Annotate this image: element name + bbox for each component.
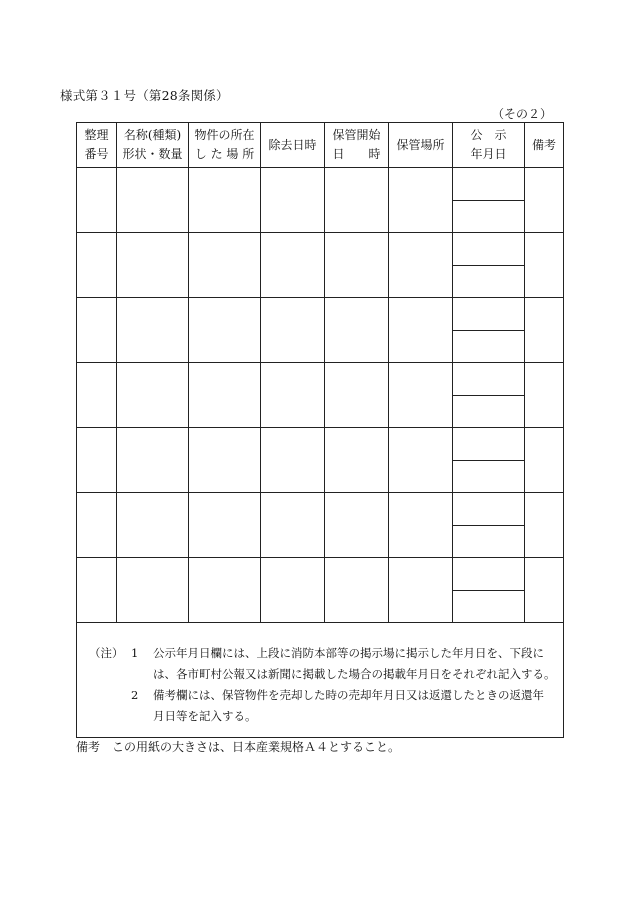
- entry-cell[interactable]: [117, 298, 189, 363]
- entry-cell[interactable]: [325, 558, 389, 623]
- form-title: 様式第３１号（第28条関係）: [60, 88, 229, 103]
- entry-cell[interactable]: [325, 363, 389, 428]
- note-text: 公示年月日欄には、上段に消防本部等の掲示場に掲示した年月日を、下段に: [153, 646, 544, 660]
- entry-cell[interactable]: [261, 493, 325, 558]
- table-row: [77, 233, 564, 266]
- entry-cell[interactable]: [117, 233, 189, 298]
- note-text-continued: 月日等を記入する。: [153, 709, 257, 723]
- entry-cell[interactable]: [525, 363, 564, 428]
- notes: [77, 623, 563, 727]
- entry-cell[interactable]: [189, 558, 261, 623]
- header-removal-datetime: 除去日時: [261, 123, 325, 168]
- table-row: [77, 363, 564, 396]
- header-location: 物件の所在 し た 場 所: [189, 123, 261, 168]
- table-row: [77, 168, 564, 201]
- entry-cell[interactable]: [77, 363, 117, 428]
- paper-size-remark: 備考 この用紙の大きさは、日本産業規格Ａ４とすること。: [76, 740, 401, 754]
- note-number: 1: [131, 646, 139, 660]
- entry-cell[interactable]: [77, 298, 117, 363]
- header-name-shape: 名称(種類) 形状・数量: [117, 123, 189, 168]
- entry-cell[interactable]: [189, 168, 261, 233]
- entry-cell[interactable]: [389, 493, 453, 558]
- entry-cell[interactable]: [77, 168, 117, 233]
- entry-cell[interactable]: [389, 298, 453, 363]
- entry-cell[interactable]: [261, 298, 325, 363]
- entry-cell[interactable]: [189, 363, 261, 428]
- notice-date-lower-cell[interactable]: [453, 265, 525, 298]
- entry-cell[interactable]: [117, 168, 189, 233]
- note-text-continued: は、各市町村公報又は新聞に掲載した場合の掲載年月日をそれぞれ記入する。: [153, 667, 556, 681]
- note-item-1: [89, 643, 557, 664]
- entry-cell[interactable]: [525, 558, 564, 623]
- entry-cell[interactable]: [325, 168, 389, 233]
- table-row: [77, 298, 564, 331]
- entry-cell[interactable]: [261, 168, 325, 233]
- entry-cell[interactable]: [261, 233, 325, 298]
- entry-cell[interactable]: [525, 233, 564, 298]
- notice-date-upper-cell[interactable]: [453, 168, 525, 201]
- notice-date-lower-cell[interactable]: [453, 525, 525, 558]
- notice-date-lower-cell[interactable]: [453, 330, 525, 363]
- entry-cell[interactable]: [117, 363, 189, 428]
- note-number: 2: [131, 688, 139, 702]
- entry-cell[interactable]: [77, 233, 117, 298]
- header-public-notice-date: 公 示 年月日: [453, 123, 525, 168]
- entry-cell[interactable]: [189, 233, 261, 298]
- notice-date-lower-cell[interactable]: [453, 395, 525, 428]
- part-label: （その２）: [491, 107, 552, 121]
- entry-cell[interactable]: [525, 493, 564, 558]
- entry-cell[interactable]: [77, 558, 117, 623]
- entry-cell[interactable]: [261, 558, 325, 623]
- notice-date-upper-cell[interactable]: [453, 428, 525, 461]
- entry-cell[interactable]: [325, 298, 389, 363]
- header-storage-place: 保管場所: [389, 123, 453, 168]
- notice-date-upper-cell[interactable]: [453, 493, 525, 526]
- table-row: [77, 428, 564, 461]
- notice-date-upper-cell[interactable]: [453, 298, 525, 331]
- entry-cell[interactable]: [389, 428, 453, 493]
- entry-cell[interactable]: [525, 298, 564, 363]
- entry-cell[interactable]: [525, 428, 564, 493]
- notice-date-lower-cell[interactable]: [453, 460, 525, 493]
- entry-cell[interactable]: [325, 428, 389, 493]
- entry-cell[interactable]: [77, 493, 117, 558]
- entry-cell[interactable]: [525, 168, 564, 233]
- entry-cell[interactable]: [117, 558, 189, 623]
- header-remarks: 備考: [525, 123, 564, 168]
- entry-cell[interactable]: [389, 168, 453, 233]
- entry-cell[interactable]: [189, 493, 261, 558]
- header-storage-start: 保管開始 日 時: [325, 123, 389, 168]
- entry-cell[interactable]: [77, 428, 117, 493]
- storage-register-table: [76, 122, 564, 738]
- header-row: [77, 123, 564, 168]
- entry-cell[interactable]: [261, 428, 325, 493]
- note-item-2: [89, 685, 557, 706]
- table-row: [77, 558, 564, 591]
- entry-cell[interactable]: [261, 363, 325, 428]
- entry-cell[interactable]: [189, 428, 261, 493]
- notice-date-lower-cell[interactable]: [453, 200, 525, 233]
- entry-cell[interactable]: [389, 558, 453, 623]
- entry-cell[interactable]: [189, 298, 261, 363]
- notice-date-upper-cell[interactable]: [453, 233, 525, 266]
- notes-cell: [77, 623, 564, 738]
- notice-date-upper-cell[interactable]: [453, 558, 525, 591]
- entry-cell[interactable]: [325, 493, 389, 558]
- entry-cell[interactable]: [117, 493, 189, 558]
- entry-cell[interactable]: [389, 233, 453, 298]
- note-text: 備考欄には、保管物件を売却した時の売却年月日又は返還したときの返還年: [153, 688, 544, 702]
- notice-date-upper-cell[interactable]: [453, 363, 525, 396]
- notes-lead: （注）: [89, 646, 124, 660]
- header-seiri-bango: 整理 番号: [77, 123, 117, 168]
- entry-cell[interactable]: [389, 363, 453, 428]
- notice-date-lower-cell[interactable]: [453, 590, 525, 623]
- entry-cell[interactable]: [117, 428, 189, 493]
- entry-cell[interactable]: [325, 233, 389, 298]
- table-row: [77, 493, 564, 526]
